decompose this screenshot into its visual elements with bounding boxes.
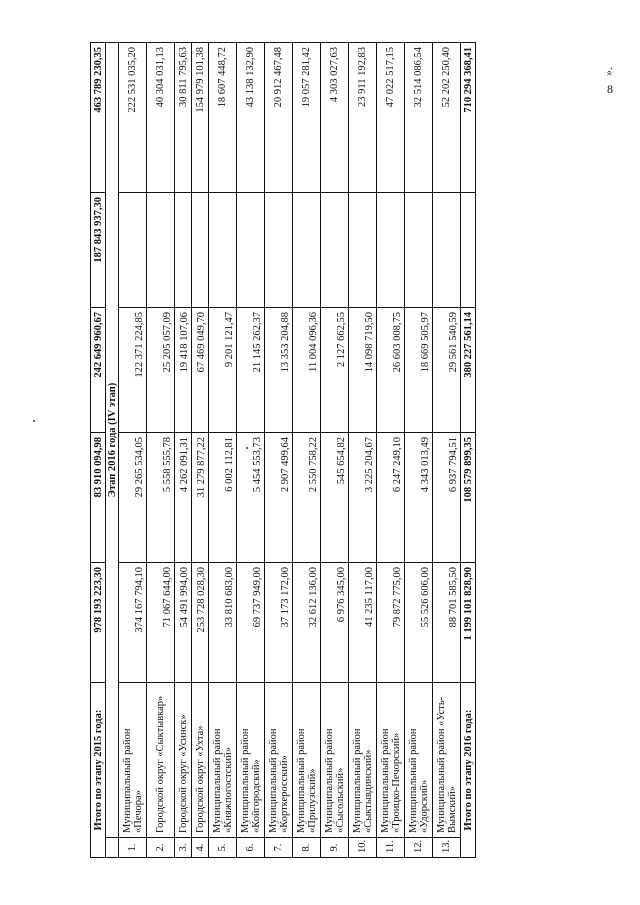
table-row: [209, 43, 237, 858]
totals-2015-c2: 83 910 094,98: [91, 433, 106, 563]
totals-2015-c4: 187 843 937,30: [91, 193, 106, 308]
table-row: [265, 43, 293, 858]
row-c1: 374 167 794,10: [119, 563, 147, 683]
row-c4: [147, 193, 175, 308]
row-c3: 21 145 262,37: [237, 308, 265, 433]
row-c2: 29 265 534,05: [119, 433, 147, 563]
table-row: [147, 43, 175, 858]
table-row: [192, 43, 209, 858]
row-c5: 19 057 281,42: [293, 43, 321, 193]
row-c3: 122 371 224,85: [119, 308, 147, 433]
row-name: Муниципальный район «Сыктывдинский»: [349, 683, 377, 838]
totals-2015-row: [91, 43, 106, 858]
totals-2016-c1: 1 199 101 828,90: [461, 563, 476, 683]
row-c4: [209, 193, 237, 308]
financing-table: [90, 42, 476, 858]
totals-2015-label: Итого по этапу 2015 года:: [91, 683, 106, 858]
row-c3: 26 603 008,75: [377, 308, 405, 433]
row-c1: 71 067 644,00: [147, 563, 175, 683]
row-c3: 25 205 057,09: [147, 308, 175, 433]
table-row: [119, 43, 147, 858]
scan-speck: [33, 420, 35, 422]
row-c1: 69 737 949,00: [237, 563, 265, 683]
row-c4: [293, 193, 321, 308]
totals-2016-c5: 710 294 368,41: [461, 43, 476, 193]
row-c1: 54 491 994,00: [175, 563, 192, 683]
row-c1: 55 526 606,00: [405, 563, 433, 683]
row-c2: 4 262 091,31: [175, 433, 192, 563]
row-number: 3.: [175, 838, 192, 858]
row-c1: 32 612 136,00: [293, 563, 321, 683]
row-c2: 2 907 499,64: [265, 433, 293, 563]
row-number: 9.: [321, 838, 349, 858]
row-c5: 20 912 467,48: [265, 43, 293, 193]
table-row: [377, 43, 405, 858]
row-c5: 43 138 132,90: [237, 43, 265, 193]
stage-header: Этап 2016 года (IV этап): [106, 43, 119, 838]
page-number: 8: [607, 82, 613, 96]
row-c4: [321, 193, 349, 308]
table-row: [175, 43, 192, 858]
table-row: [405, 43, 433, 858]
row-c5: 154 979 101,38: [192, 43, 209, 193]
row-c2: 6 247 249,10: [377, 433, 405, 563]
totals-2016-c4: [461, 193, 476, 308]
row-name: Муниципальный район «Княжпогостский»: [209, 683, 237, 838]
row-c3: 18 669 505,97: [405, 308, 433, 433]
row-number: 4.: [192, 838, 209, 858]
row-c5: 23 911 192,83: [349, 43, 377, 193]
row-c3: 11 004 096,36: [293, 308, 321, 433]
row-c4: [433, 193, 461, 308]
stage-header-row: [106, 43, 119, 858]
row-c2: 2 550 758,22: [293, 433, 321, 563]
row-name: Муниципальный район «Удорский»: [405, 683, 433, 838]
table-row: [293, 43, 321, 858]
table-row: [321, 43, 349, 858]
row-name: Городской округ «Усинск»: [175, 683, 192, 838]
row-c1: 79 872 775,00: [377, 563, 405, 683]
row-c5: 47 022 517,15: [377, 43, 405, 193]
row-c1: 33 810 683,00: [209, 563, 237, 683]
row-number: 6.: [237, 838, 265, 858]
row-c4: [237, 193, 265, 308]
row-number: 2.: [147, 838, 175, 858]
table-row: [349, 43, 377, 858]
row-number: 7.: [265, 838, 293, 858]
scan-speck: [246, 447, 248, 449]
row-name: Муниципальный район «Сысольский»: [321, 683, 349, 838]
row-number: 5.: [209, 838, 237, 858]
row-c3: 13 353 204,88: [265, 308, 293, 433]
table-row: [237, 43, 265, 858]
row-c5: 52 202 250,40: [433, 43, 461, 193]
row-c5: 222 531 035,20: [119, 43, 147, 193]
row-c3: 9 201 121,47: [209, 308, 237, 433]
row-c5: 30 811 795,63: [175, 43, 192, 193]
row-number: 12.: [405, 838, 433, 858]
row-c4: [119, 193, 147, 308]
row-c2: 6 002 112,81: [209, 433, 237, 563]
row-c5: 4 303 027,63: [321, 43, 349, 193]
row-name: Муниципальный район «Прилузский»: [293, 683, 321, 838]
row-c2: 6 937 794,51: [433, 433, 461, 563]
row-number: 10.: [349, 838, 377, 858]
totals-2016-row: [461, 43, 476, 858]
totals-2016-c3: 380 227 561,14: [461, 308, 476, 433]
row-c4: [349, 193, 377, 308]
row-c4: [265, 193, 293, 308]
row-name: Муниципальный район «Троицко-Печорский»: [377, 683, 405, 838]
row-name: Муниципальный район «Корткеросский»: [265, 683, 293, 838]
closing-mark: ».: [601, 67, 615, 76]
row-c2: 3 225 204,67: [349, 433, 377, 563]
row-c3: 67 469 049,70: [192, 308, 209, 433]
row-name: Муниципальный район «Усть-Вымский»: [433, 683, 461, 838]
row-c2: 545 654,82: [321, 433, 349, 563]
row-c5: 32 514 086,54: [405, 43, 433, 193]
row-c1: 6 976 345,00: [321, 563, 349, 683]
row-number: 1.: [119, 838, 147, 858]
row-c5: 18 607 448,72: [209, 43, 237, 193]
row-number: 13.: [433, 838, 461, 858]
rotated-table-wrapper: [90, 43, 500, 858]
row-c2: 5 558 555,78: [147, 433, 175, 563]
row-c3: 19 418 107,06: [175, 308, 192, 433]
row-c4: [192, 193, 209, 308]
totals-2015-c5: 463 789 230,35: [91, 43, 106, 193]
row-name: Городской округ «Сыктывкар»: [147, 683, 175, 838]
row-c4: [377, 193, 405, 308]
row-c3: 2 127 662,55: [321, 308, 349, 433]
row-number: 8.: [293, 838, 321, 858]
row-c3: 14 098 719,50: [349, 308, 377, 433]
row-number: 11.: [377, 838, 405, 858]
row-c1: 88 701 585,50: [433, 563, 461, 683]
row-name: Городской округ «Ухта»: [192, 683, 209, 838]
row-c1: 41 235 117,00: [349, 563, 377, 683]
totals-2016-c2: 108 579 899,35: [461, 433, 476, 563]
row-c3: 29 561 540,59: [433, 308, 461, 433]
row-c5: 40 304 031,13: [147, 43, 175, 193]
row-c2: 31 279 877,22: [192, 433, 209, 563]
row-c2: 5 454 553,73: [237, 433, 265, 563]
row-c4: [175, 193, 192, 308]
totals-2015-c3: 242 649 960,67: [91, 308, 106, 433]
stage-empty-cell: [106, 838, 119, 858]
row-c1: 37 173 172,00: [265, 563, 293, 683]
row-c1: 253 728 028,30: [192, 563, 209, 683]
row-name: Муниципальный район «Печора»: [119, 683, 147, 838]
row-name: Муниципальный район «Койгородский»: [237, 683, 265, 838]
totals-2016-label: Итого по этапу 2016 года:: [461, 683, 476, 858]
table-row: [433, 43, 461, 858]
totals-2015-c1: 978 193 223,30: [91, 563, 106, 683]
row-c2: 4 343 013,49: [405, 433, 433, 563]
row-c4: [405, 193, 433, 308]
